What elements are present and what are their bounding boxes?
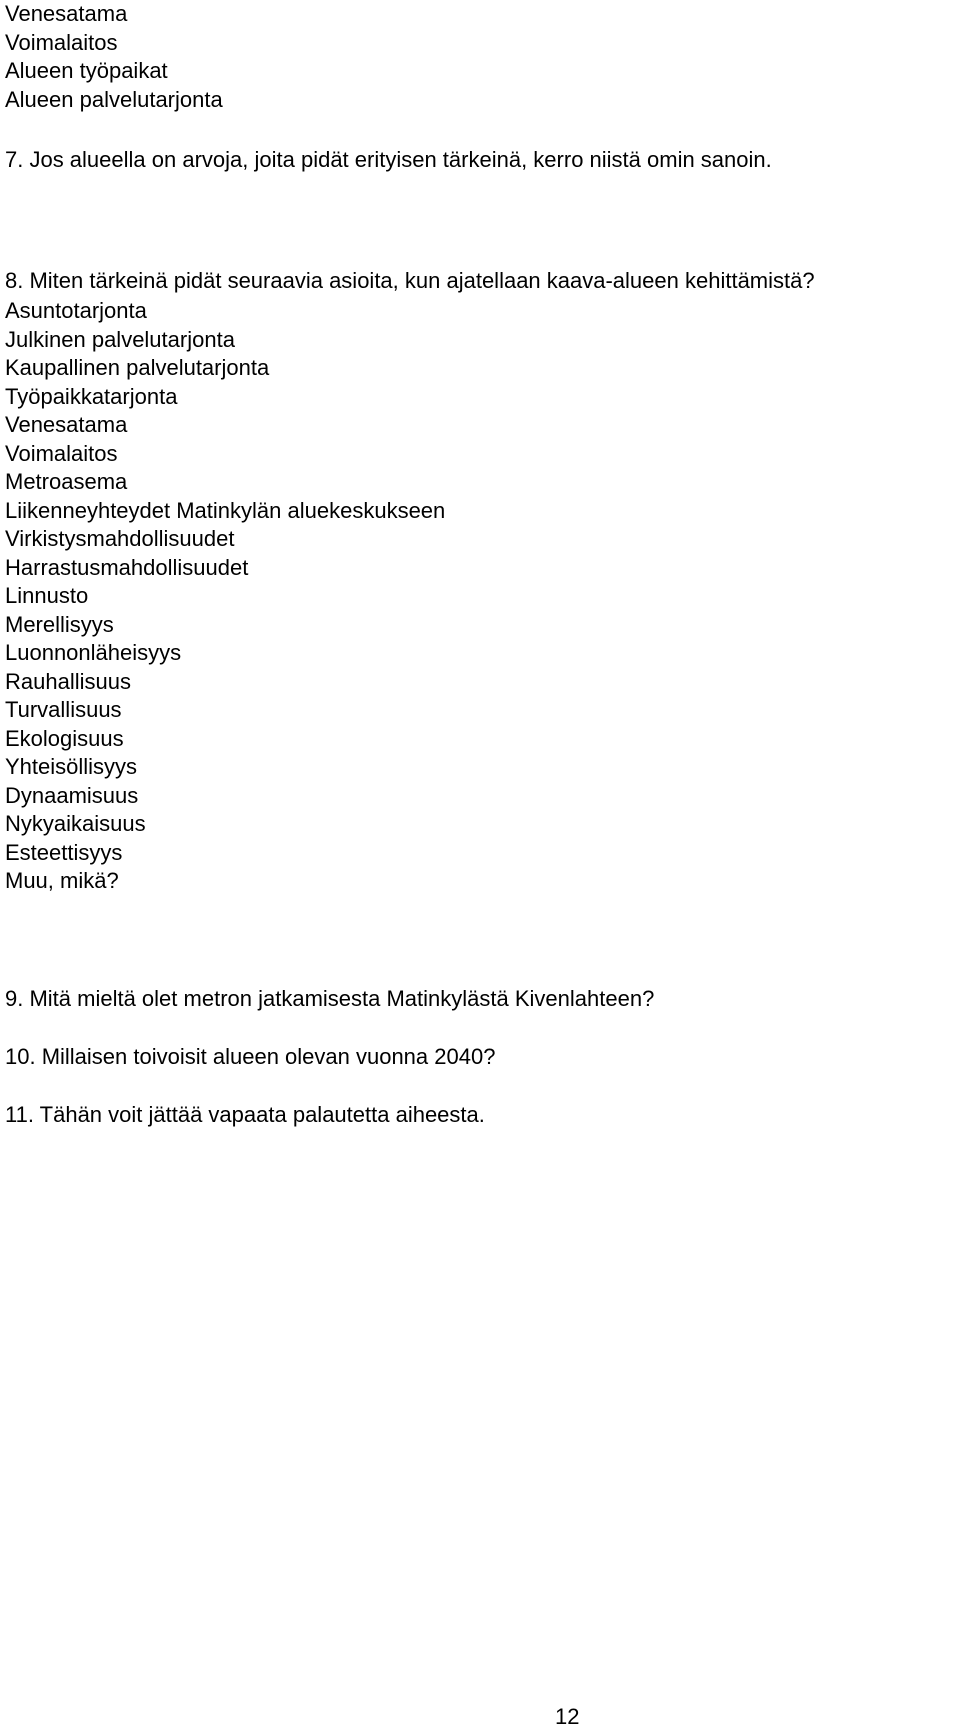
list-item: Alueen työpaikat: [5, 58, 168, 83]
list-item: Voimalaitos: [5, 29, 118, 55]
list-item: Esteettisyys: [5, 839, 123, 865]
list-item: Julkinen palvelutarjonta: [5, 326, 235, 352]
question-9: 9. Mitä mieltä olet metron jatkamisesta Matinkylästä Kivenlahteen?: [5, 986, 655, 1011]
top-options-list: [5, 0, 223, 114]
list-item: Merellisyys: [5, 611, 114, 637]
list-item: Alueen palvelutarjonta: [5, 86, 223, 112]
page-number: 12: [555, 1704, 580, 1729]
list-item: Dynaamisuus: [5, 782, 139, 808]
list-item: Liikenneyhteydet Matinkylän aluekeskukseen: [5, 497, 446, 523]
list-item: Ekologisuus: [5, 725, 124, 751]
question-8: 8. Miten tärkeinä pidät seuraavia asioita, kun ajatellaan kaava-alueen kehittämistä?: [5, 268, 815, 293]
list-item: Muu, mikä?: [5, 868, 119, 893]
list-item: Virkistysmahdollisuudet: [5, 526, 235, 551]
list-item: Turvallisuus: [5, 697, 122, 722]
list-item: Voimalaitos: [5, 440, 118, 466]
list-item: Työpaikkatarjonta: [5, 383, 178, 409]
question-11: 11. Tähän voit jättää vapaata palautetta aiheesta.: [5, 1102, 485, 1127]
list-item: Venesatama: [5, 1, 128, 26]
list-item: Rauhallisuus: [5, 668, 131, 694]
list-item: Linnusto: [5, 583, 89, 608]
list-item: Yhteisöllisyys: [5, 754, 138, 779]
list-item: Asuntotarjonta: [5, 298, 147, 323]
list-item: Metroasema: [5, 469, 128, 494]
list-item: Harrastusmahdollisuudet: [5, 554, 249, 580]
list-item: Kaupallinen palvelutarjonta: [5, 355, 270, 380]
question-8-options-list: [5, 297, 445, 896]
list-item: Luonnonläheisyys: [5, 640, 182, 665]
list-item: Venesatama: [5, 412, 128, 437]
list-item: Nykyaikaisuus: [5, 811, 146, 836]
question-7: 7. Jos alueella on arvoja, joita pidät erityisen tärkeinä, kerro niistä omin sanoin.: [5, 147, 772, 172]
question-10: 10. Millaisen toivoisit alueen olevan vuonna 2040?: [5, 1044, 496, 1069]
